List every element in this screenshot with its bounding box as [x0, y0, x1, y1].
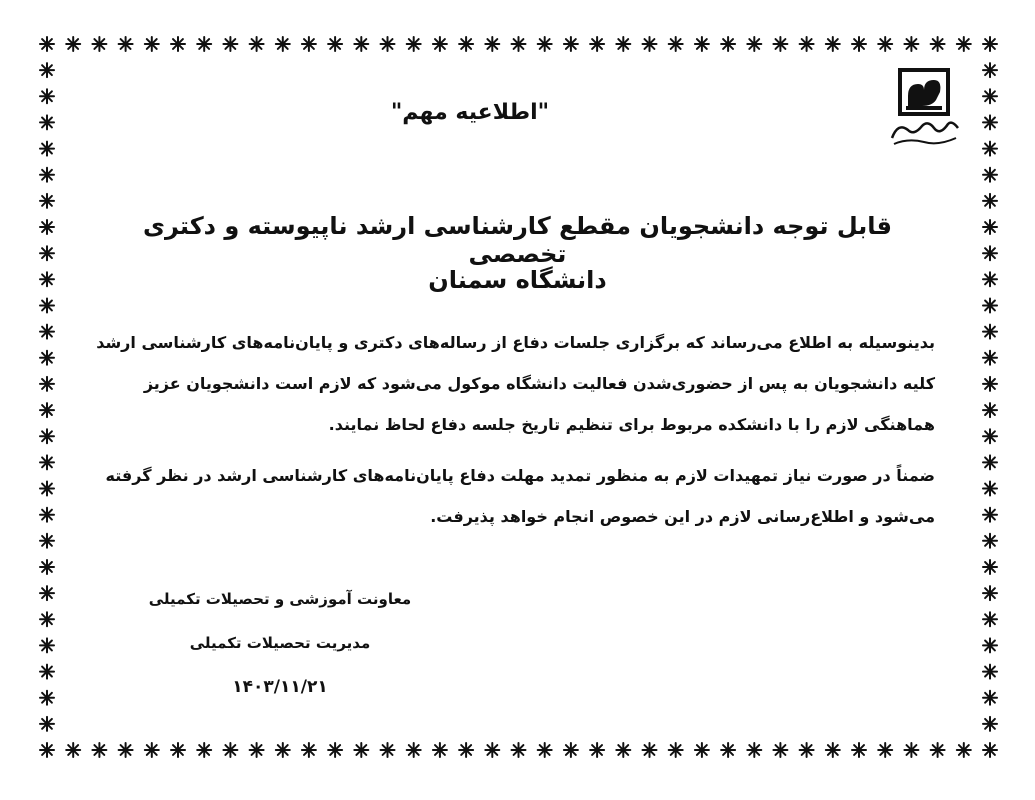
signature-department: مدیریت تحصیلات تکمیلی [189, 634, 371, 652]
signature-office: معاونت آموزشی و تحصیلات تکمیلی [148, 590, 412, 608]
heading-university: دانشگاه سمنان [428, 266, 607, 294]
body-paragraph-defense-sessions: بدینوسیله به اطلاع می‌رساند که برگزاری جلسات دفاع از رساله‌های دکتری و پایان‌نامه‌های کارشناسی ارشد کلیه دانشجویان به پس از حضوری‌شدن فعالیت دانشگاه موکول می‌شود که لازم است دانشجویان عزیز هماهنگی لازم را با دانشکده مربوط برای تنظیم تاریخ جلسه دفاع لحاظ نمایند. [96, 333, 935, 434]
heading-audience: قابل توجه دانشجویان مقطع کارشناسی ارشد ناپیوسته و دکتری تخصصی [143, 212, 892, 268]
signature-date: ۱۴۰۳/۱۱/۲۱ [232, 677, 328, 697]
university-logo [878, 66, 968, 156]
body-paragraph-deadline-extension: ضمناً در صورت نیاز تمهیدات لازم به منظور تمدید مهلت دفاع پایان‌نامه‌های کارشناسی ارشد در نظر گرفته می‌شود و اطلاع‌رسانی لازم در این خصوص انجام خواهد پذیرفت. [105, 466, 935, 526]
notice-title: "اطلاعیه مهم" [390, 100, 550, 125]
semnan-university-logo-icon [878, 66, 968, 156]
